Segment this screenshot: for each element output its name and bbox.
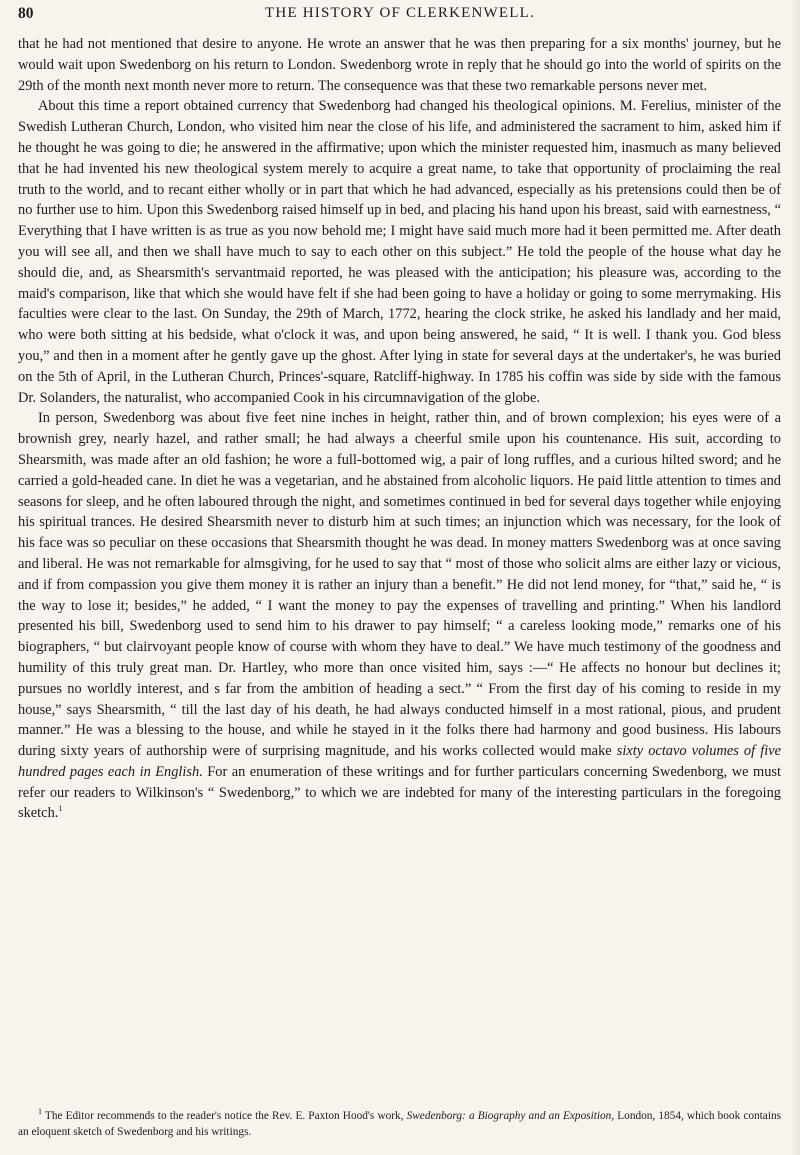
page-number: 80 xyxy=(18,5,34,22)
running-title: THE HISTORY OF CLERKENWELL. xyxy=(265,5,535,21)
footnote-text-a: The Editor recommends to the reader's notice the Rev. E. Paxton Hood's work, xyxy=(44,1110,404,1122)
paragraph-3-italic: sixty octavo volumes of five hundred pages each in English. xyxy=(18,743,781,780)
paragraph-2: About this time a report obtained currency that Swedenborg had changed his theological opinions. M. Ferelius, minister of the Swedish Lutheran Church, London, who visited him near the close of his life, and administered the sacrament to him, asked him if he thought he was going to die; he answered in the affirmative; upon which the minister requested him, inasmuch as many believed that he had invented his new theological system merely to acquire a great name, to take that opportunity of proclaiming the real truth to the world, and to recant either wholly or in part that which he had advanced, especially as his pretensions could then be of no further use to him. Upon this Swedenborg raised himself up in bed, and placing his hand upon his breast, said with earnestness, “ Everything that I have written is as true as you now behold me; I might have said much more had it been permitted me. After death you will see all, and then we shall have much to say to each other on this subject.” He told the people of the house what day he should die, and, as Shearsmith's servantmaid reported, he was pleased with the anticipation; his pleasure was, according to the maid's comparison, like that which she would have felt if she had been going to have a holiday or going to some merrymaking. His faculties were clear to the last. On Sunday, the 29th of March, 1772, hearing the clock strike, he asked his landlady and her maid, who were both sitting at his bedside, what o'clock it was, and upon being answered, he said, “ It is well. I thank you. God bless you,” and then in a moment after he gently gave up the ghost. After lying in state for several days at the undertaker's, he was buried on the 5th of April, in the Lutheran Church, Princes'-square, Ratcliff-highway. In 1785 his coffin was side by side with the famous Dr. Solanders, the naturalist, who accompanied Cook in his circumnavigation of the globe. xyxy=(18,98,781,406)
footnote-italic-title: Swedenborg: a Biography and an Exposition, xyxy=(406,1110,615,1122)
footnote-text xyxy=(18,1108,781,1140)
running-head xyxy=(0,5,800,27)
paragraph-3-main: In person, Swedenborg was about five feet nine inches in height, rather thin, and of brown complexion; his eyes were of a brownish grey, nearly hazel, and rather small; he had always a cheerful smile upon his countenance. His suit, according to Shearsmith, was made after an old fashion; he wore a full-bottomed wig, a pair of long ruffles, and a curious hilted sword; and he carried a gold-headed cane. In diet he was a vegetarian, and he abstained from alcoholic liquors. He paid little attention to times and seasons for sleep, and he often laboured through the night, and sometimes continued in bed for several days together while enjoying his spiritual trances. He desired Shearsmith never to disturb him at such times; an injunction which was necessary, for the look of his face was so peculiar on these occasions that Shearsmith thought he was dead. In money matters Swedenborg was at once saving and liberal. He was not remarkable for almsgiving, for he used to say that “ most of those who solicit alms are either lazy or vicious, and if from compassion you give them money it is rather an injury than a benefit.” He did not lend money, for “that,” said he, “ is the way to lose it; besides,” he added, “ I want the money to pay the expenses of travelling and printing.” When his landlord presented his bill, Swedenborg used to send him to his drawer to pay himself; “ a careless looking mode,” remarks one of his biographers, “ but clairvoyant people know of course with whom they have to deal.” We have much testimony of the goodness and humility of this truly great man. Dr. Hartley, who more than once visited him, says :—“ He affects no honour but declines it; pursues no worldly interest, and s far from the ambition of heading a sect.” “ From the first day of his coming to reside in my house,” says Shearsmith, “ till the last day of his death, he had always conducted himself in a most rational, pious, and prudent manner.” He was a blessing to the house, and while he stayed in it the folks there had harmony and good business. His labours during sixty years of authorship were of surprising magnitude, and his works collected would make xyxy=(18,410,781,760)
body-text xyxy=(18,34,781,824)
paragraph-3 xyxy=(18,408,781,824)
footnote-reference: 1 xyxy=(58,804,63,814)
footnote xyxy=(18,1108,781,1140)
paragraph-1: that he had not mentioned that desire to anyone. He wrote an answer that he was then preparing for a six months' journey, but he would wait upon Swedenborg on his return to London. Swedenborg wrote in reply that he should go into the world of spirits on the 29th of the month next month never more to return. The consequence was that these two remarkable persons never met. xyxy=(18,36,781,94)
footnote-text-b: London, 1854, which book contains an eloquent sketch of Swedenborg and his writings. xyxy=(18,1110,781,1138)
footnote-marker: 1 xyxy=(38,1107,42,1117)
paragraph-3-tail: For an enumeration of these writings and for further particulars concerning Swedenborg, we must refer our readers to Wilkinson's “ Swedenborg,” to which we are indebted for many of the interesting particulars in the foregoing sketch. xyxy=(18,763,781,822)
page-edge-shadow xyxy=(791,0,800,1155)
